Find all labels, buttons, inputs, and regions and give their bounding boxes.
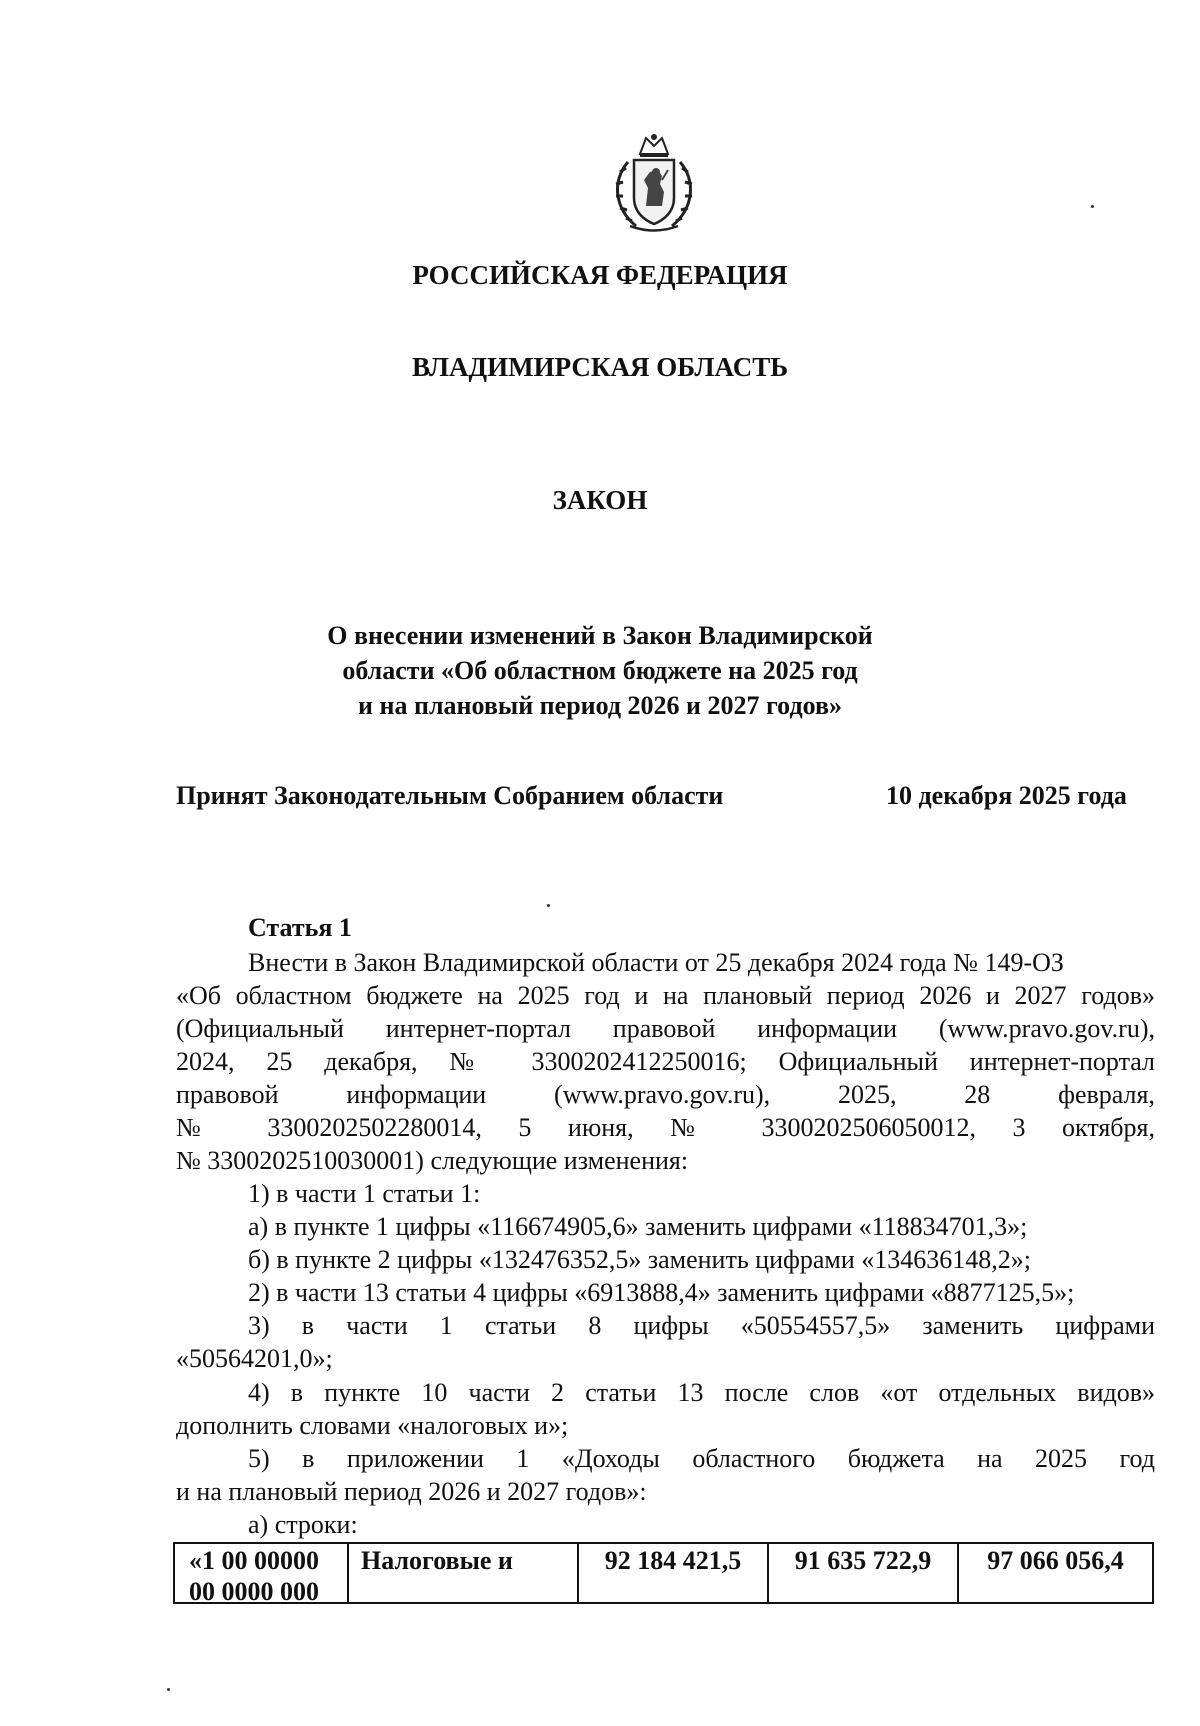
- adopted-by-text: Принят Законодательным Собранием области: [176, 781, 724, 810]
- region-heading: ВЛАДИМИРСКАЯ ОБЛАСТЬ: [411, 352, 789, 382]
- amendment-item: 5) в приложении 1 «Доходы областного бюджета на 2025 год: [248, 1444, 1155, 1473]
- scan-speck: [167, 1688, 170, 1691]
- law-title-line: области «Об областном бюджете на 2025 год: [342, 656, 858, 685]
- amendment-item: а) в пункте 1 цифры «116674905,6» заменить цифрами «118834701,3»;: [248, 1212, 1028, 1241]
- document-type-heading: ЗАКОН: [552, 485, 648, 515]
- amendment-item: 1) в части 1 статьи 1:: [248, 1179, 481, 1208]
- table-cell-value: 92 184 421,5: [577, 1544, 767, 1602]
- table-cell-code-line: «1 00 00000: [189, 1546, 319, 1575]
- table-cell-code: [175, 1544, 347, 1606]
- article-text-line: 2024, 25 декабря, № 3300202412250016; Официальный интернет-портал: [176, 1047, 1155, 1076]
- table-cell-name: Налоговые и: [347, 1544, 577, 1602]
- table-cell-value: 91 635 722,9: [767, 1544, 957, 1602]
- amendment-item: 3) в части 1 статьи 8 цифры «50554557,5» заменить цифрами: [248, 1311, 1155, 1340]
- amendment-item: б) в пункте 2 цифры «132476352,5» заменить цифрами «134636148,2»;: [248, 1245, 1031, 1274]
- table-cell-code-line: 00 0000 000: [189, 1577, 319, 1606]
- law-title-line: О внесении изменений в Закон Владимирской: [327, 621, 873, 650]
- article-text-line: Внести в Закон Владимирской области от 25 декабря 2024 года № 149-ОЗ: [248, 948, 1064, 977]
- amendment-item: дополнить словами «налоговых и»;: [176, 1411, 569, 1440]
- article-text-line: правовой информации (www.pravo.gov.ru), 2025, 28 февраля,: [176, 1080, 1155, 1109]
- coat-of-arms-emblem: [606, 132, 702, 234]
- article-text-line: № 3300202502280014, 5 июня, № 3300202506050012, 3 октября,: [176, 1113, 1155, 1142]
- article-text-line: «Об областном бюджете на 2025 год и на плановый период 2026 и 2027 годов»: [176, 981, 1155, 1010]
- revenue-table: [173, 1542, 1154, 1604]
- amendment-item: а) строки:: [248, 1510, 358, 1539]
- amendment-item: «50564201,0»;: [176, 1344, 333, 1373]
- article-text-line: (Официальный интернет-портал правовой информации (www.pravo.gov.ru),: [176, 1014, 1155, 1043]
- country-heading: РОССИЙСКАЯ ФЕДЕРАЦИЯ: [412, 260, 788, 290]
- table-cell-value: 97 066 056,4: [957, 1544, 1152, 1602]
- scan-speck: [547, 904, 550, 907]
- article-text-line: № 3300202510030001) следующие изменения:: [176, 1146, 689, 1175]
- law-title: [0, 618, 1200, 723]
- amendment-item: 2) в части 13 статьи 4 цифры «6913888,4» заменить цифрами «8877125,5»;: [248, 1278, 1075, 1307]
- adoption-date: 10 декабря 2025 года: [886, 781, 1127, 810]
- amendment-item: 4) в пункте 10 части 2 статьи 13 после слов «от отдельных видов»: [248, 1378, 1155, 1407]
- law-title-line: и на плановый период 2026 и 2027 годов»: [358, 691, 842, 720]
- amendment-item: и на плановый период 2026 и 2027 годов»:: [176, 1477, 647, 1506]
- article-heading: Статья 1: [248, 913, 352, 942]
- scan-speck: [1091, 205, 1094, 208]
